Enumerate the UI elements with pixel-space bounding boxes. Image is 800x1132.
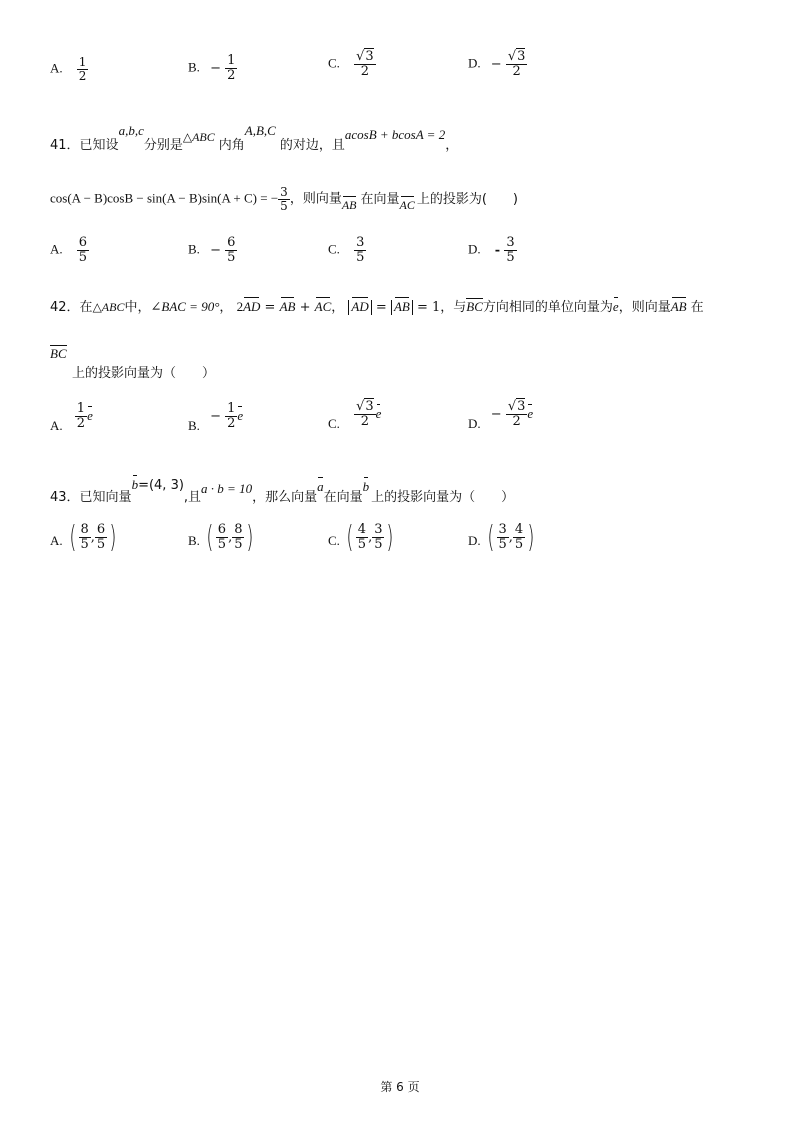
fraction: $\frac{4}{5}$ bbox=[514, 522, 524, 552]
vector-ac: AC bbox=[314, 299, 332, 314]
q41-stem-line1: 41．已知设a,b,c分别是△ABC内角A,B,C的对边，且acosB + bcosA = 2， bbox=[50, 123, 459, 153]
fraction: $\frac{8}{5}$ bbox=[234, 522, 243, 552]
q40-option-d: D. − $\frac{√3}{2}$ bbox=[468, 49, 526, 79]
q43-option-a: A. ( $\frac{8}{5}$ , $\frac{6}{5}$ ) bbox=[50, 520, 117, 555]
fraction: $\frac{1}{2}$ bbox=[78, 55, 87, 83]
q42-stem-line1: 42．在△ABC中，∠BAC = 90°， 2AD = AB + AC， AD = AB = 1，与BC方向相同的单位向量为e，则向量AB 在 bbox=[50, 299, 704, 315]
q43-option-b: B. ( $\frac{6}{5}$ , $\frac{8}{5}$ ) bbox=[188, 520, 254, 555]
left-paren: ( bbox=[487, 520, 495, 555]
fraction: $\frac{4}{5}$ bbox=[357, 522, 367, 552]
q41-option-c: C. $\frac{3}{5}$ bbox=[328, 235, 365, 265]
fraction: $\frac{3}{5}$ bbox=[356, 235, 365, 265]
unit-vector-e: e bbox=[612, 299, 619, 314]
q40-option-a: A. $\frac{1}{2}$ bbox=[50, 55, 87, 83]
sqrt-sign: √3 bbox=[507, 49, 526, 64]
vector-ab: AB bbox=[341, 197, 357, 212]
q41-stem-line2: cos(A − B)cosB − sin(A − B)sin(A + C) = − $\frac{3}{5}$ ，则向量AB 在向量AC 上的投影为( ) bbox=[50, 185, 519, 213]
fraction: $\frac{6}{5}$ bbox=[96, 522, 106, 552]
right-paren: ) bbox=[527, 520, 535, 555]
fraction: $\frac{√3}{2}$ bbox=[356, 49, 374, 79]
q43-option-d: D. ( $\frac{3}{5}$ , $\frac{4}{5}$ ) bbox=[468, 520, 535, 555]
right-paren: ) bbox=[109, 520, 117, 555]
fraction: $\frac{√3}{2}$ bbox=[356, 399, 374, 429]
right-paren: ) bbox=[386, 520, 394, 555]
q42-option-b: B. − $\frac{1}{2}$ e bbox=[188, 401, 244, 433]
vector-ac: AC bbox=[399, 197, 415, 212]
sqrt-sign: √3 bbox=[356, 399, 374, 414]
q41-option-b: B. − $\frac{6}{5}$ bbox=[188, 235, 236, 265]
fraction: $\frac{8}{5}$ bbox=[80, 522, 89, 552]
q42-option-c: C. $\frac{√3}{2}$ e bbox=[328, 399, 382, 431]
fraction: $\frac{3}{5}$ bbox=[280, 185, 288, 213]
vector-ab: AB bbox=[670, 299, 687, 314]
fraction: $\frac{3}{5}$ bbox=[506, 235, 515, 265]
vector-ab: AB bbox=[279, 299, 296, 314]
fraction: $\frac{√3}{2}$ bbox=[507, 399, 526, 429]
q41-option-d: D. - $\frac{3}{5}$ bbox=[468, 235, 515, 265]
q42-option-a: A. $\frac{1}{2}$ e bbox=[50, 401, 93, 433]
unit-vector-e: e bbox=[527, 405, 534, 421]
q42-option-d: D. − $\frac{√3}{2}$ e bbox=[468, 399, 534, 431]
unit-vector-e: e bbox=[87, 407, 93, 423]
vector-b: b bbox=[362, 479, 370, 494]
vector-b: b bbox=[131, 477, 139, 492]
sqrt-sign: √3 bbox=[507, 399, 526, 414]
magnitude: AD bbox=[348, 300, 371, 315]
fraction: $\frac{1}{2}$ bbox=[227, 53, 236, 83]
fraction: $\frac{6}{5}$ bbox=[78, 235, 88, 265]
fraction: $\frac{3}{5}$ bbox=[498, 522, 507, 552]
fraction: $\frac{√3}{2}$ bbox=[507, 49, 526, 79]
unit-vector-e: e bbox=[237, 407, 244, 423]
q40-option-c: C. $\frac{√3}{2}$ bbox=[328, 49, 374, 79]
vector-bc: BC bbox=[466, 299, 483, 314]
q41-option-a: A. $\frac{6}{5}$ bbox=[50, 235, 88, 265]
left-paren: ( bbox=[206, 520, 214, 555]
q40-option-b: B. − $\frac{1}{2}$ bbox=[188, 53, 236, 83]
fraction: $\frac{3}{5}$ bbox=[374, 522, 383, 552]
vector-a: a bbox=[317, 479, 324, 494]
sqrt-sign: √3 bbox=[356, 49, 374, 64]
page-number: 第 6 页 bbox=[380, 1080, 420, 1094]
q43-stem: 43．已知向量b=(4, 3),且a · b = 10，那么向量a在向量b上的投影向量为（ ） bbox=[50, 477, 515, 505]
magnitude: AB bbox=[391, 300, 413, 315]
right-paren: ) bbox=[246, 520, 254, 555]
left-paren: ( bbox=[346, 520, 354, 555]
q43-option-c: C. ( $\frac{4}{5}$ , $\frac{3}{5}$ ) bbox=[328, 520, 394, 555]
q42-stem-line2 bbox=[50, 346, 67, 362]
fraction: $\frac{6}{5}$ bbox=[217, 522, 227, 552]
fraction: $\frac{6}{5}$ bbox=[227, 235, 236, 265]
vector-ad: AD bbox=[243, 299, 261, 314]
fraction: $\frac{1}{2}$ bbox=[76, 401, 86, 431]
unit-vector-e: e bbox=[375, 405, 382, 421]
fraction: $\frac{1}{2}$ bbox=[227, 401, 236, 431]
left-paren: ( bbox=[69, 520, 77, 555]
q42-stem-line3: 上的投影向量为（ ） bbox=[72, 366, 216, 381]
vector-bc: BC bbox=[50, 346, 67, 361]
